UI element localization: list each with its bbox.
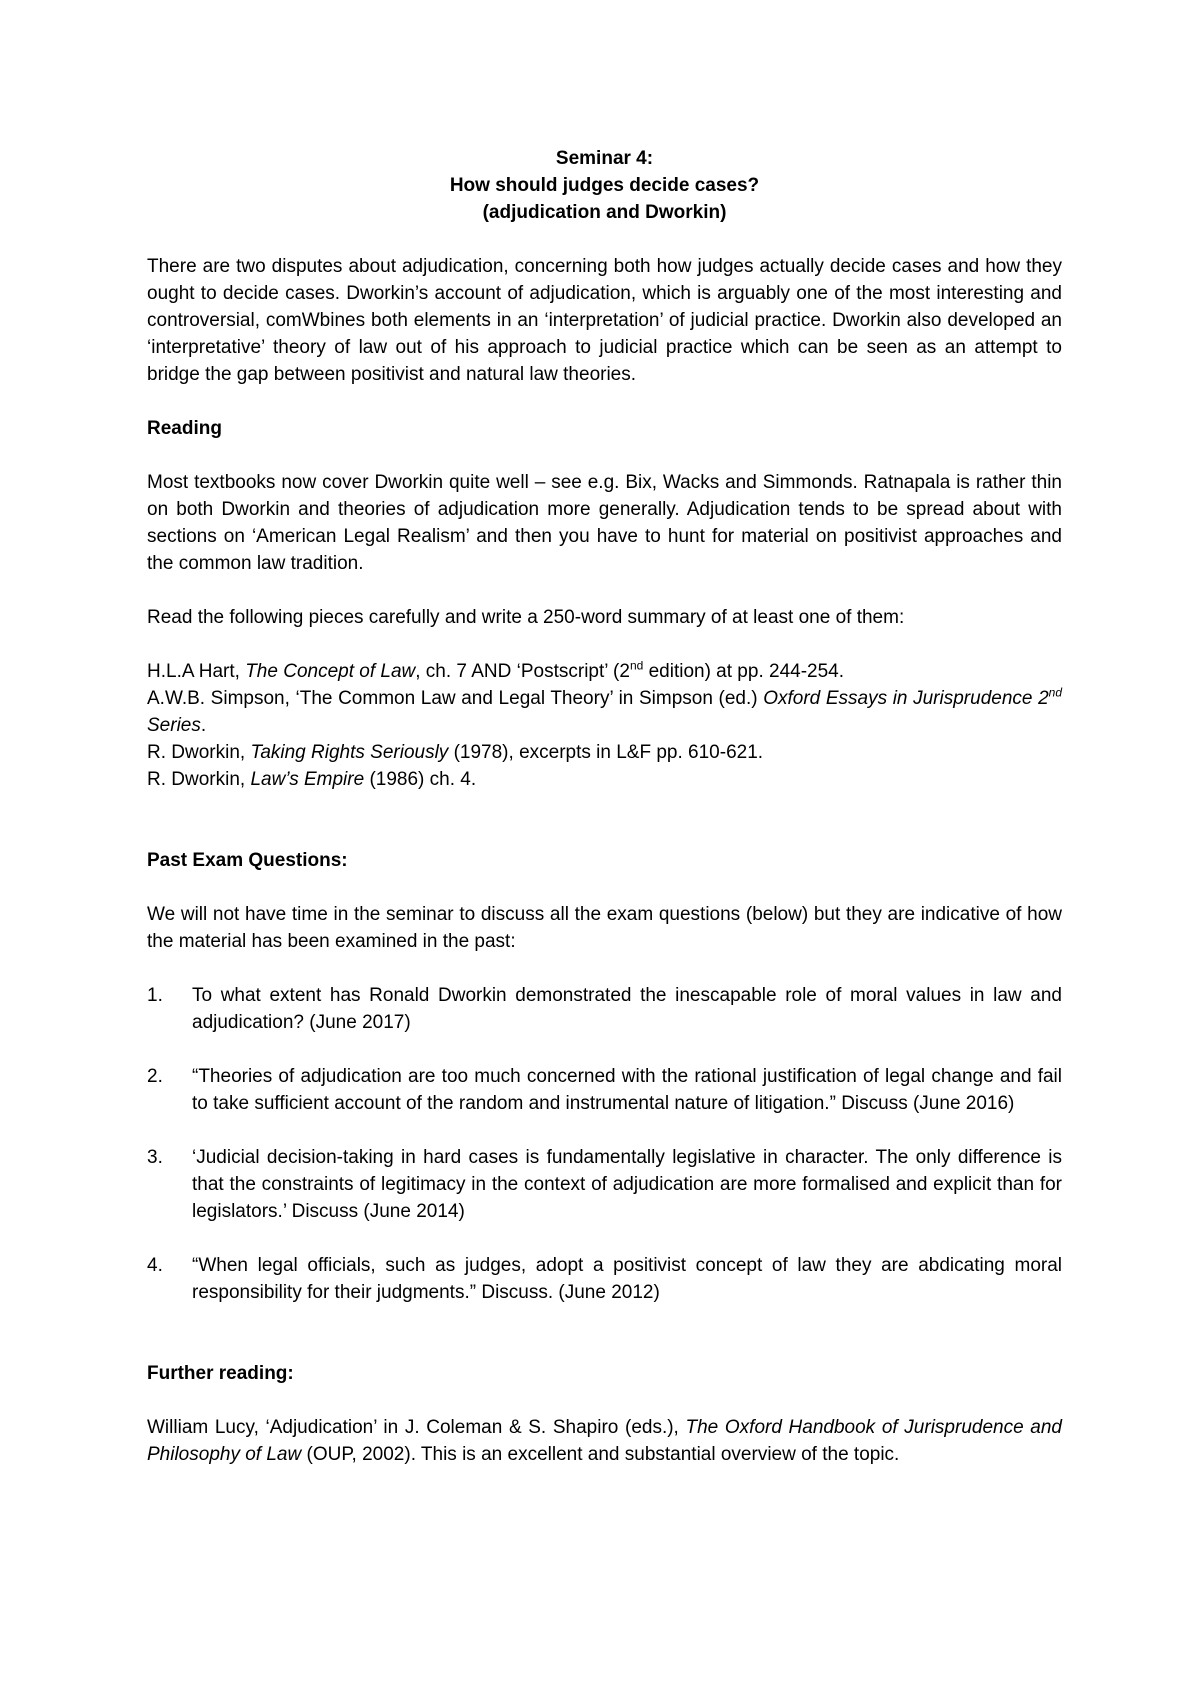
reference-item: R. Dworkin, Taking Rights Seriously (1978), excerpts in L&F pp. 610-621.	[147, 742, 764, 763]
reading-heading: Reading	[147, 418, 222, 439]
exam-question-list	[147, 982, 1062, 1306]
further-reading-paragraph: William Lucy, ‘Adjudication’ in J. Coleman & S. Shapiro (eds.), The Oxford Handbook of Jurisprudence and Philosophy of Law (OUP, 2002). This is an excellent and substantial overview of the topic.	[147, 1417, 1062, 1465]
title-line-2: How should judges decide cases?	[449, 175, 760, 196]
exam-question: 4. “When legal officials, such as judges, adopt a positivist concept of law they are abdicating moral responsibility for their judgments.” Discuss. (June 2012)	[147, 1255, 1062, 1303]
reference-item: H.L.A Hart, The Concept of Law, ch. 7 AND ‘Postscript’ (2nd edition) at pp. 244-254.	[147, 658, 845, 682]
reference-item: A.W.B. Simpson, ‘The Common Law and Legal Theory’ in Simpson (ed.) Oxford Essays in Jurisprudence 2nd Series.	[147, 685, 1063, 736]
exam-heading: Past Exam Questions:	[147, 850, 348, 871]
exam-question: 3. ‘Judicial decision-taking in hard cases is fundamentally legislative in character. The only difference is that the constraints of legitimacy in the context of adjudication are more formalised and explicit than for legislators.’ Discuss (June 2014)	[147, 1147, 1062, 1222]
title-line-1: Seminar 4:	[555, 148, 654, 169]
exam-question: 2. “Theories of adjudication are too much concerned with the rational justification of legal change and fail to take sufficient account of the random and instrumental nature of litigation.” Discuss (June 2016)	[147, 1066, 1062, 1114]
exam-question: 1. To what extent has Ronald Dworkin demonstrated the inescapable role of moral values in law and adjudication? (June 2017)	[147, 985, 1062, 1033]
document-title	[147, 145, 1062, 226]
title-line-3: (adjudication and Dworkin)	[482, 202, 727, 223]
reading-paragraph: Most textbooks now cover Dworkin quite well – see e.g. Bix, Wacks and Simmonds. Ratnapala is rather thin on both Dworkin and theories of adjudication more generally. Adjudication tends to be spread about with sections on ‘American Legal Realism’ and then you have to hunt for material on positivist approaches and the common law tradition.	[147, 472, 1062, 574]
intro-paragraph: There are two disputes about adjudication, concerning both how judges actually decide cases and how they ought to decide cases. Dworkin’s account of adjudication, which is arguably one of the most interesting and controversial, comWbines both elements in an ‘interpretation’ of judicial practice. Dworkin also developed an ‘interpretative’ theory of law out of his approach to judicial practice which can be seen as an attempt to bridge the gap between positivist and natural law theories.	[147, 256, 1062, 385]
exam-intro: We will not have time in the seminar to discuss all the exam questions (below) but they are indicative of how the material has been examined in the past:	[147, 904, 1062, 952]
reading-instruction: Read the following pieces carefully and write a 250-word summary of at least one of them:	[147, 607, 905, 628]
further-reading-heading: Further reading:	[147, 1363, 294, 1384]
reference-item: R. Dworkin, Law’s Empire (1986) ch. 4.	[147, 769, 477, 790]
reading-list	[147, 658, 1062, 793]
document-body	[147, 145, 1062, 1468]
